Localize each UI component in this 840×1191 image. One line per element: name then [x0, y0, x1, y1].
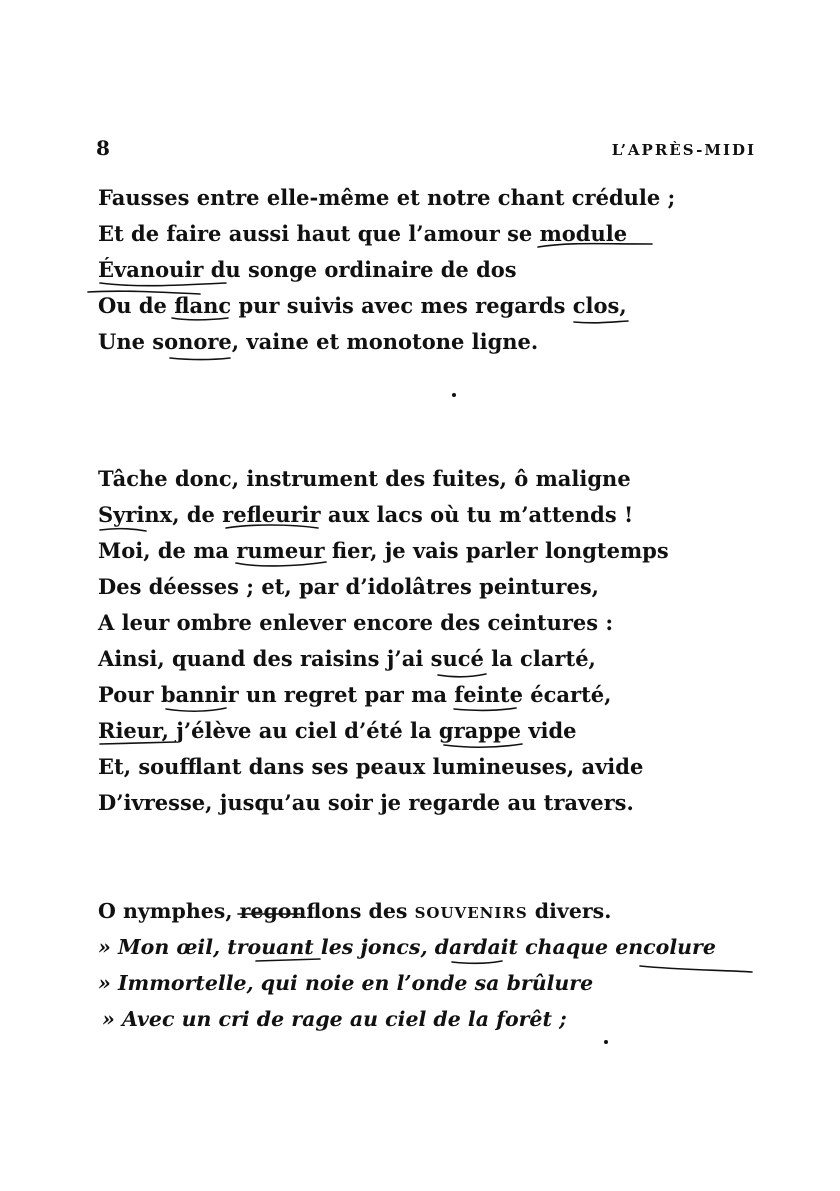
verse-line: D’ivresse, jusqu’au soir je regarde au travers.: [98, 790, 634, 815]
page-number: 8: [96, 136, 110, 160]
verse-line: Fausses entre elle-même et notre chant crédule ;: [98, 185, 676, 210]
verse-line: Ainsi, quand des raisins j’ai sucé la clarté,: [98, 646, 596, 671]
stanza-1: [98, 180, 675, 360]
verse-line: Rieur, j’élève au ciel d’été la grappe vide: [98, 718, 577, 743]
verse-line: Et de faire aussi haut que l’amour se module: [98, 221, 628, 246]
verse-line: Des déesses ; et, par d’idolâtres peintures,: [98, 574, 599, 599]
smallcaps-word: SOUVENIRS: [414, 904, 528, 922]
verse-line: Évanouir du songe ordinaire de dos: [98, 257, 517, 282]
verse-line-italic: » Avec un cri de rage au ciel de la forêt ;: [102, 1007, 567, 1031]
verse-line-italic: » Mon œil, trouant les joncs, dardait chaque encolure: [98, 935, 716, 959]
verse-text: divers.: [527, 899, 612, 923]
trailing-dot: [604, 1040, 608, 1044]
verse-line: Une sonore, vaine et monotone ligne.: [98, 329, 539, 354]
stanza-2: [98, 461, 669, 821]
verse-line: Et, soufflant dans ses peaux lumineuses, avide: [98, 754, 644, 779]
verse-line: A leur ombre enlever encore des ceintures :: [98, 610, 614, 635]
verse-line: Syrinx, de refleurir aux lacs où tu m’attends !: [98, 502, 634, 527]
section-dot: [452, 393, 456, 397]
verse-text: O nymphes, regonflons des: [98, 899, 415, 923]
verse-line: Tâche donc, instrument des fuites, ô maligne: [98, 466, 631, 491]
verse-line: [98, 893, 716, 929]
verse-line: Pour bannir un regret par ma feinte écarté,: [98, 682, 612, 707]
running-title: L’APRÈS-MIDI: [611, 141, 756, 159]
verse-line-italic: » Immortelle, qui noie en l’onde sa brûlure: [98, 971, 594, 995]
verse-line: Moi, de ma rumeur fier, je vais parler longtemps: [98, 538, 669, 563]
verse-line: Ou de flanc pur suivis avec mes regards clos,: [98, 293, 627, 318]
stanza-3: [98, 893, 716, 1037]
